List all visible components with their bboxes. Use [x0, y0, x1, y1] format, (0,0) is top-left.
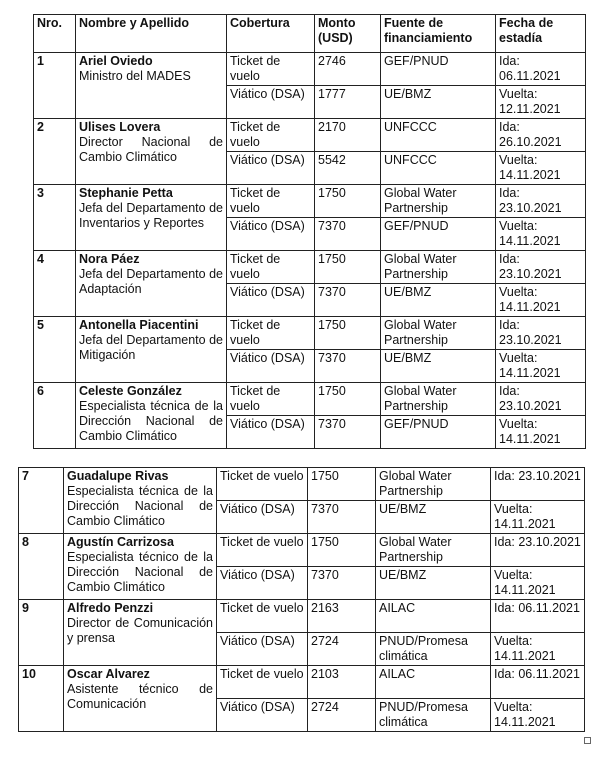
table-row	[19, 534, 585, 567]
amount-ticket: 1750	[315, 383, 381, 416]
row-number: 10	[19, 666, 64, 732]
amount-ticket: 1750	[315, 251, 381, 284]
header-nro: Nro.	[34, 15, 76, 53]
date-departure: Ida: 23.10.2021	[496, 185, 586, 218]
person-cell	[64, 666, 217, 732]
funding-per-diem: UE/BMZ	[376, 501, 491, 534]
person-name: Nora Páez	[79, 252, 140, 266]
funding-ticket: Global Water Partnership	[381, 251, 496, 284]
table-row	[34, 251, 586, 284]
amount-per-diem: 7370	[308, 501, 376, 534]
person-name: Alfredo Penzzi	[67, 601, 154, 615]
person-name: Oscar Alvarez	[67, 667, 150, 681]
person-role: Director Nacional de Cambio Climático	[79, 135, 223, 164]
funding-per-diem: UE/BMZ	[381, 284, 496, 317]
row-number: 7	[19, 468, 64, 534]
table-row	[19, 666, 585, 699]
person-role: Jefa del Departamento de Inventarios y Reportes	[79, 201, 223, 230]
coverage-per-diem: Viático (DSA)	[227, 86, 315, 119]
header-amount: Monto (USD)	[315, 15, 381, 53]
person-cell	[76, 53, 227, 119]
table-row	[34, 317, 586, 350]
table-row	[34, 53, 586, 86]
person-cell	[64, 468, 217, 534]
person-role: Especialista técnica de la Dirección Nacional de Cambio Climático	[67, 484, 213, 528]
date-departure: Ida: 23.10.2021	[491, 534, 585, 567]
amount-per-diem: 7370	[315, 350, 381, 383]
person-role: Ministro del MADES	[79, 69, 191, 83]
funding-ticket: Global Water Partnership	[381, 317, 496, 350]
person-name: Celeste González	[79, 384, 182, 398]
row-number: 6	[34, 383, 76, 449]
funding-ticket: AILAC	[376, 666, 491, 699]
table-row	[34, 119, 586, 152]
date-return: Vuelta: 14.11.2021	[491, 567, 585, 600]
person-cell	[76, 185, 227, 251]
coverage-ticket: Ticket de vuelo	[227, 317, 315, 350]
funding-per-diem: GEF/PNUD	[381, 416, 496, 449]
date-departure: Ida: 26.10.2021	[496, 119, 586, 152]
date-return: Vuelta: 14.11.2021	[496, 350, 586, 383]
amount-per-diem: 2724	[308, 633, 376, 666]
date-return: Vuelta: 14.11.2021	[496, 284, 586, 317]
coverage-per-diem: Viático (DSA)	[227, 416, 315, 449]
coverage-ticket: Ticket de vuelo	[227, 185, 315, 218]
coverage-per-diem: Viático (DSA)	[217, 633, 308, 666]
amount-ticket: 1750	[315, 185, 381, 218]
date-departure: Ida: 06.11.2021	[496, 53, 586, 86]
amount-per-diem: 7370	[315, 218, 381, 251]
amount-per-diem: 2724	[308, 699, 376, 732]
date-departure: Ida: 23.10.2021	[491, 468, 585, 501]
row-number: 8	[19, 534, 64, 600]
funding-ticket: UNFCCC	[381, 119, 496, 152]
coverage-ticket: Ticket de vuelo	[227, 383, 315, 416]
funding-ticket: AILAC	[376, 600, 491, 633]
amount-ticket: 1750	[308, 534, 376, 567]
amount-per-diem: 5542	[315, 152, 381, 185]
row-number: 9	[19, 600, 64, 666]
row-number: 4	[34, 251, 76, 317]
coverage-ticket: Ticket de vuelo	[217, 666, 308, 699]
person-name: Guadalupe Rivas	[67, 469, 169, 483]
coverage-per-diem: Viático (DSA)	[227, 350, 315, 383]
person-name: Agustín Carrizosa	[67, 535, 174, 549]
date-return: Vuelta: 14.11.2021	[496, 152, 586, 185]
person-role: Especialista técnico de la Dirección Nacional de Cambio Climático	[67, 550, 213, 594]
amount-per-diem: 7370	[315, 416, 381, 449]
amount-ticket: 2170	[315, 119, 381, 152]
amount-per-diem: 1777	[315, 86, 381, 119]
row-number: 5	[34, 317, 76, 383]
coverage-per-diem: Viático (DSA)	[217, 567, 308, 600]
person-name: Ariel Oviedo	[79, 54, 153, 68]
table-row	[19, 600, 585, 633]
coverage-per-diem: Viático (DSA)	[227, 218, 315, 251]
funding-ticket: Global Water Partnership	[381, 383, 496, 416]
amount-ticket: 2746	[315, 53, 381, 86]
date-departure: Ida: 06.11.2021	[491, 666, 585, 699]
funding-per-diem: PNUD/Promesa climática	[376, 633, 491, 666]
date-departure: Ida: 06.11.2021	[491, 600, 585, 633]
header-funding: Fuente de financiamiento	[381, 15, 496, 53]
date-return: Vuelta: 12.11.2021	[496, 86, 586, 119]
table-row	[19, 468, 585, 501]
travel-table-part-1	[33, 14, 586, 449]
person-role: Director de Comunicación y prensa	[67, 616, 213, 645]
person-name: Stephanie Petta	[79, 186, 173, 200]
date-return: Vuelta: 14.11.2021	[496, 416, 586, 449]
coverage-per-diem: Viático (DSA)	[217, 501, 308, 534]
funding-ticket: Global Water Partnership	[381, 185, 496, 218]
amount-ticket: 2163	[308, 600, 376, 633]
header-name: Nombre y Apellido	[76, 15, 227, 53]
person-role: Jefa del Departamento de Adaptación	[79, 267, 223, 296]
date-return: Vuelta: 14.11.2021	[491, 501, 585, 534]
funding-ticket: Global Water Partnership	[376, 468, 491, 501]
person-cell	[76, 251, 227, 317]
person-name: Ulises Lovera	[79, 120, 161, 134]
person-cell	[76, 317, 227, 383]
amount-ticket: 1750	[308, 468, 376, 501]
coverage-ticket: Ticket de vuelo	[217, 534, 308, 567]
amount-ticket: 1750	[315, 317, 381, 350]
funding-per-diem: UE/BMZ	[381, 350, 496, 383]
row-number: 2	[34, 119, 76, 185]
header-dates: Fecha de estadía	[496, 15, 586, 53]
coverage-ticket: Ticket de vuelo	[227, 251, 315, 284]
header-coverage: Cobertura	[227, 15, 315, 53]
page-corner-marker	[584, 737, 591, 744]
row-number: 3	[34, 185, 76, 251]
date-return: Vuelta: 14.11.2021	[491, 699, 585, 732]
person-name: Antonella Piacentini	[79, 318, 199, 332]
coverage-ticket: Ticket de vuelo	[217, 600, 308, 633]
table-header-row	[34, 15, 586, 53]
funding-per-diem: PNUD/Promesa climática	[376, 699, 491, 732]
funding-per-diem: UNFCCC	[381, 152, 496, 185]
coverage-per-diem: Viático (DSA)	[227, 284, 315, 317]
person-cell	[64, 600, 217, 666]
funding-per-diem: UE/BMZ	[381, 86, 496, 119]
coverage-per-diem: Viático (DSA)	[217, 699, 308, 732]
table-row	[34, 383, 586, 416]
amount-per-diem: 7370	[308, 567, 376, 600]
person-cell	[76, 119, 227, 185]
row-number: 1	[34, 53, 76, 119]
person-cell	[64, 534, 217, 600]
person-role: Asistente técnico de Comunicación	[67, 682, 213, 711]
table-row	[34, 185, 586, 218]
coverage-ticket: Ticket de vuelo	[227, 119, 315, 152]
travel-table-part-2	[18, 467, 585, 732]
date-return: Vuelta: 14.11.2021	[496, 218, 586, 251]
date-departure: Ida: 23.10.2021	[496, 317, 586, 350]
coverage-per-diem: Viático (DSA)	[227, 152, 315, 185]
coverage-ticket: Ticket de vuelo	[217, 468, 308, 501]
funding-ticket: GEF/PNUD	[381, 53, 496, 86]
date-departure: Ida: 23.10.2021	[496, 383, 586, 416]
date-return: Vuelta: 14.11.2021	[491, 633, 585, 666]
person-role: Especialista técnica de la Dirección Nacional de Cambio Climático	[79, 399, 223, 443]
amount-ticket: 2103	[308, 666, 376, 699]
amount-per-diem: 7370	[315, 284, 381, 317]
funding-ticket: Global Water Partnership	[376, 534, 491, 567]
coverage-ticket: Ticket de vuelo	[227, 53, 315, 86]
person-cell	[76, 383, 227, 449]
funding-per-diem: GEF/PNUD	[381, 218, 496, 251]
funding-per-diem: UE/BMZ	[376, 567, 491, 600]
date-departure: Ida: 23.10.2021	[496, 251, 586, 284]
person-role: Jefa del Departamento de Mitigación	[79, 333, 223, 362]
